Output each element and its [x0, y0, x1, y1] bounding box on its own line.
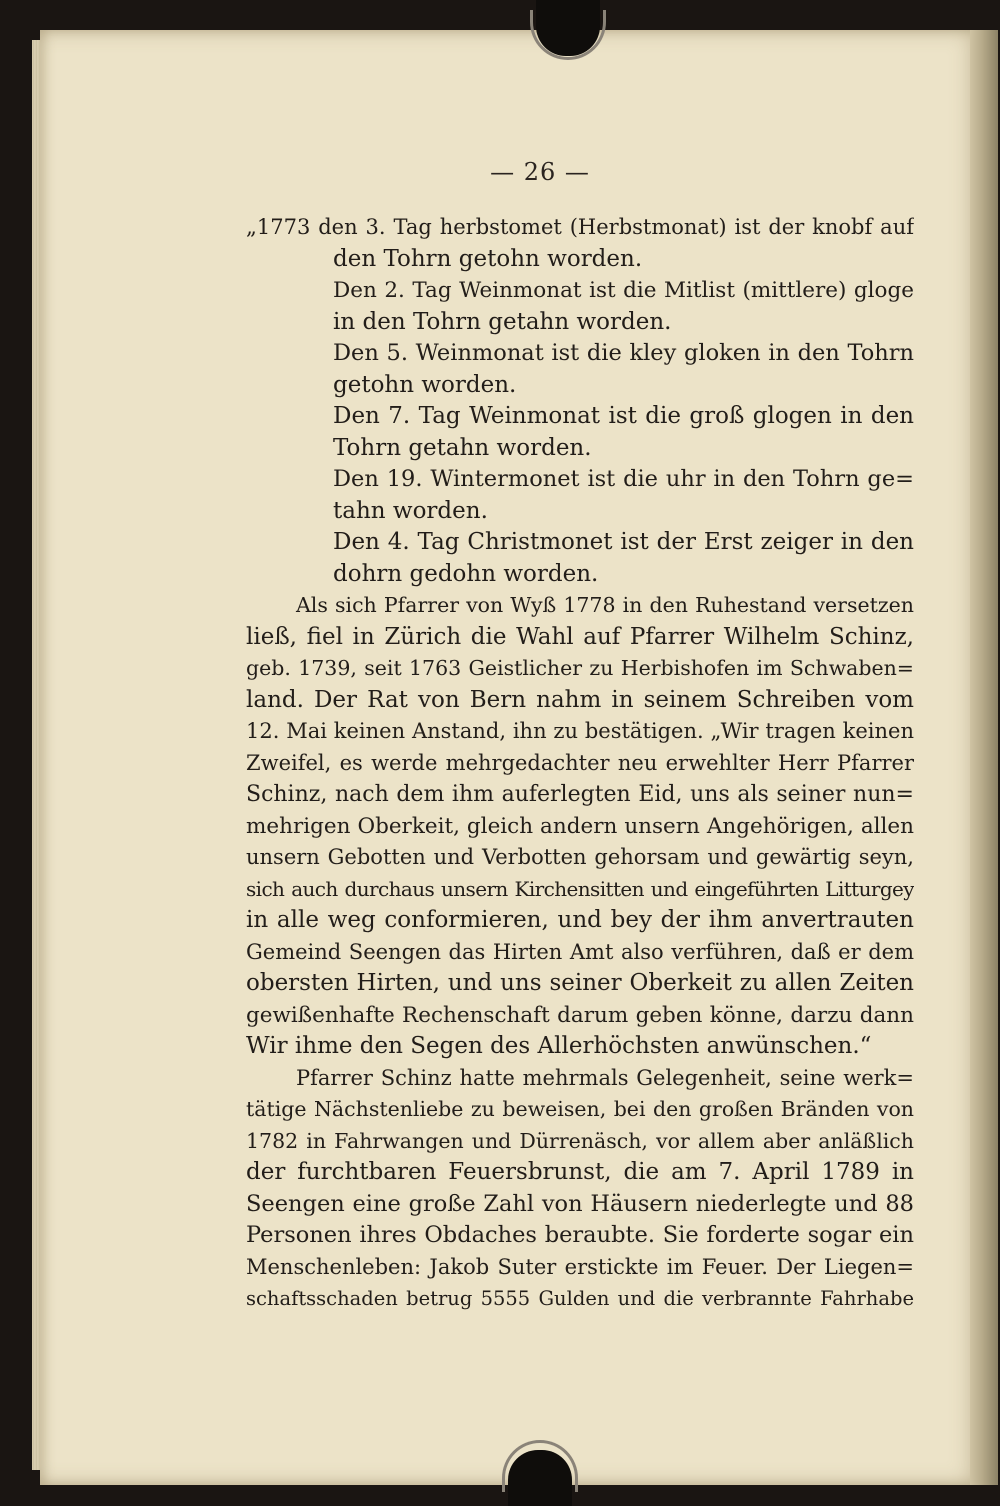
text-line: Seengen eine große Zahl von Häusern niederlegte und 88 — [246, 1190, 914, 1217]
text-line: gewißenhafte Rechenschaft darum geben könne, darzu dann — [246, 1002, 914, 1028]
text-line: in alle weg conformieren, und bey der ihm anvertrauten — [246, 907, 914, 933]
page-edge-right — [970, 30, 998, 1485]
text-line: tätige Nächstenliebe zu beweisen, bei den großen Bränden von — [246, 1097, 914, 1121]
text-line: Gemeind Seengen das Hirten Amt also verführen, daß er dem — [246, 939, 914, 964]
text-line: ließ, fiel in Zürich die Wahl auf Pfarrer Wilhelm Schinz, — [246, 623, 914, 650]
text-line: dohrn gedohn worden. — [333, 560, 599, 587]
text-line: Den 5. Weinmonat ist die kley gloken in den Tohrn — [333, 340, 914, 366]
text-line: Menschenleben: Jakob Suter erstickte im Feuer. Der Liegen= — [246, 1254, 914, 1279]
text-line: „1773 den 3. Tag herbstomet (Herbstmonat) ist der knobf auf — [246, 215, 914, 239]
body-text — [246, 212, 914, 1315]
text-line: den Tohrn getohn worden. — [333, 245, 643, 272]
text-line: unsern Gebotten und Verbotten gehorsam und gewärtig seyn, — [246, 845, 914, 869]
text-line: Wir ihme den Segen des Allerhöchsten anwünschen.“ — [246, 1033, 872, 1059]
text-line: Zweifel, es werde mehrgedachter neu erwehlter Herr Pfarrer — [246, 750, 914, 775]
text-line: Schinz, nach dem ihm auferlegten Eid, uns als seiner nun= — [246, 782, 914, 807]
text-line: tahn worden. — [333, 497, 488, 524]
text-line: Tohrn getahn worden. — [333, 434, 592, 461]
text-line: Als sich Pfarrer von Wyß 1778 in den Ruhestand versetzen — [296, 593, 914, 617]
text-line: Pfarrer Schinz hatte mehrmals Gelegenheit, seine werk= — [296, 1065, 914, 1090]
text-line: Den 2. Tag Weinmonat ist die Mitlist (mittlere) gloge — [333, 278, 914, 303]
text-line: der furchtbaren Feuersbrunst, die am 7. April 1789 in — [246, 1159, 914, 1185]
text-line: Den 4. Tag Christmonet ist der Erst zeiger in den — [333, 529, 914, 555]
text-line: 1782 in Fahrwangen und Dürrenäsch, vor allem aber anläßlich — [246, 1128, 914, 1153]
text-line: in den Tohrn getahn worden. — [333, 308, 672, 335]
text-line: Den 7. Tag Weinmonat ist die groß glogen in den — [333, 403, 914, 429]
text-line: schaftsschaden betrug 5555 Gulden und die verbrannte Fahrhabe — [246, 1287, 914, 1310]
text-line: obersten Hirten, und uns seiner Oberkeit zu allen Zeiten — [246, 970, 914, 996]
text-line: sich auch durchaus unsern Kirchensitten und eingeführten Litturgey — [246, 876, 914, 901]
text-line: land. Der Rat von Bern nahm in seinem Schreiben vom — [246, 686, 914, 713]
text-line: Den 19. Wintermonet ist die uhr in den Tohrn ge= — [333, 466, 914, 492]
text-line: geb. 1739, seit 1763 Geistlicher zu Herbishofen im Schwaben= — [246, 656, 914, 680]
text-line: Personen ihres Obdaches beraubte. Sie forderte sogar ein — [246, 1222, 914, 1248]
text-line: getohn worden. — [333, 371, 517, 398]
text-line: mehrigen Oberkeit, gleich andern unsern Angehörigen, allen — [246, 813, 914, 839]
page-number: — 26 — — [490, 158, 590, 186]
text-line: 12. Mai keinen Anstand, ihn zu bestätigen. „Wir tragen keinen — [246, 719, 914, 743]
